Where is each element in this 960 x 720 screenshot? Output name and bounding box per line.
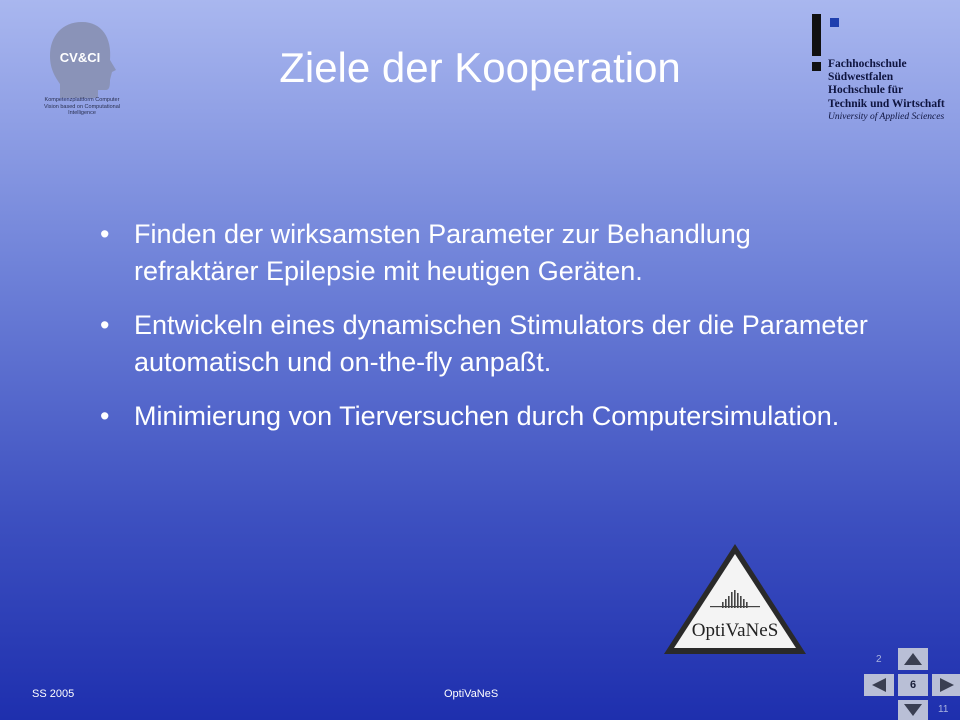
bullet-item	[100, 216, 880, 290]
bullet-list	[100, 216, 880, 452]
fh-tagline: University of Applied Sciences	[828, 111, 945, 122]
bullet-icon: •	[100, 219, 110, 249]
bullet-item	[100, 398, 880, 435]
bullet-text: Finden der wirksamsten Parameter zur Behandlung refraktärer Epilepsie mit heutigen Geräten.	[134, 219, 751, 286]
footer-semester: SS 2005	[32, 688, 75, 700]
bullet-text: Entwickeln eines dynamischen Stimulators der die Parameter automatisch und on-the-fly anpaßt.	[134, 310, 868, 377]
nav-down-button[interactable]	[898, 700, 928, 720]
bullet-item	[100, 307, 880, 381]
fh-line: Südwestfalen	[828, 71, 894, 84]
nav-bottom-number: 11	[938, 704, 949, 715]
cvci-subtitle: Kompetenzplattform Computer Vision based on Computational Intelligence	[43, 97, 121, 116]
slide-title: Ziele der Kooperation	[279, 44, 681, 91]
bullet-icon: •	[100, 310, 110, 340]
fh-line: Technik und Wirtschaft	[828, 97, 945, 110]
cvci-logo-label: CV&CI	[59, 50, 101, 65]
nav-prev-button[interactable]	[864, 674, 894, 696]
footer-project: OptiVaNeS	[444, 688, 499, 700]
optivanes-logo	[660, 540, 810, 660]
bullet-icon: •	[100, 401, 110, 431]
nav-current-page: 6	[898, 674, 928, 696]
fh-logo-text	[828, 58, 945, 124]
optivanes-logo-label: OptiVaNeS	[691, 620, 779, 641]
fh-line: Fachhochschule	[828, 58, 907, 70]
nav-top-number: 2	[876, 654, 882, 665]
nav-next-button[interactable]	[932, 674, 960, 696]
bullet-text: Minimierung von Tierversuchen durch Computersimulation.	[134, 401, 840, 431]
slide-navigation	[850, 644, 960, 720]
fh-line: Hochschule für	[828, 84, 904, 97]
nav-up-button[interactable]	[898, 648, 928, 670]
